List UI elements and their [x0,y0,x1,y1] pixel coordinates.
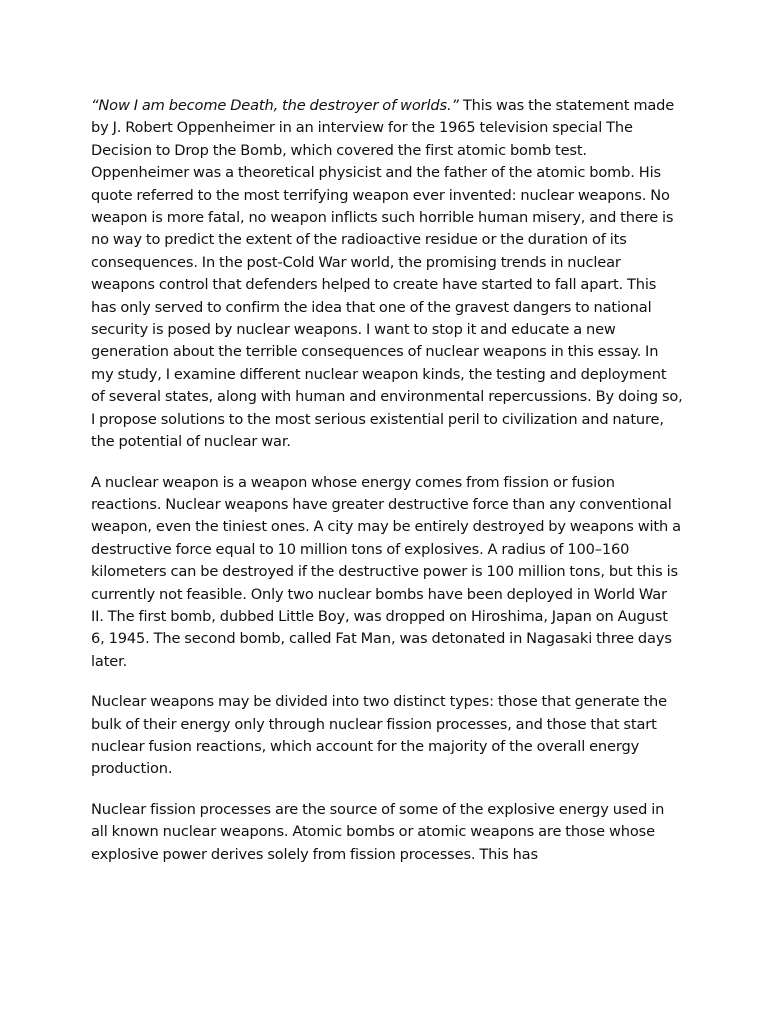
paragraph-nuclear-weapon-definition: A nuclear weapon is a weapon whose energy comes from fission or fusion reactions. Nuclear weapons have greater destructive force than any conventional weapon, even the tiniest ones. A city may be entirely destroyed by weapons with a destructive force equal to 10 million tons of explosives. A radius of 100–160 kilometers can be destroyed if the destructive power is 100 million tons, but this is currently not feasible. Only two nuclear bombs have been deployed in World War II. The first bomb, dubbed Little Boy, was dropped on Hiroshima, Japan on August 6, 1945. The second bomb, called Fat Man, was detonated in Nagasaki three days later. [91,473,681,670]
paragraph-text: This was the statement made by J. Robert Oppenheimer in an interview for the 1965 television special The Decision to Drop the Bomb, which covered the first atomic bomb test. Oppenheimer was a theoretical physicist and the father of the atomic bomb. His quote referred to the most terrifying weapon ever invented: nuclear weapons. No weapon is more fatal, no weapon inflicts such horrible human misery, and there is no way to predict the extent of the radioactive residue or the duration of its consequences. In the post-Cold War world, the promising trends in nuclear weapons control that defenders helped to create have started to fall apart. This has only served to confirm the idea that one of the gravest dangers to national security is posed by nuclear weapons. I want to stop it and educate a new generation about the terrible consequences of nuclear weapons in this essay. In my study, I examine different nuclear weapon kinds, the testing and deployment of several states, along with human and environmental repercussions. By doing so, I propose solutions to the most serious existential peril to civilization and nature, the potential of nuclear war. [91,97,683,451]
oppenheimer-quote: “Now I am become Death, the destroyer of worlds.” [91,97,459,114]
paragraph-intro [91,95,683,454]
paragraph-fission: Nuclear fission processes are the source of some of the explosive energy used in all known nuclear weapons. Atomic bombs or atomic weapons are those whose explosive power derives solely from fission processes. This has [91,800,665,863]
paragraph-weapon-types: Nuclear weapons may be divided into two distinct types: those that generate the bulk of their energy only through nuclear fission processes, and those that start nuclear fusion reactions, which account for the majority of the overall energy production. [91,693,667,778]
essay-body [91,95,683,884]
